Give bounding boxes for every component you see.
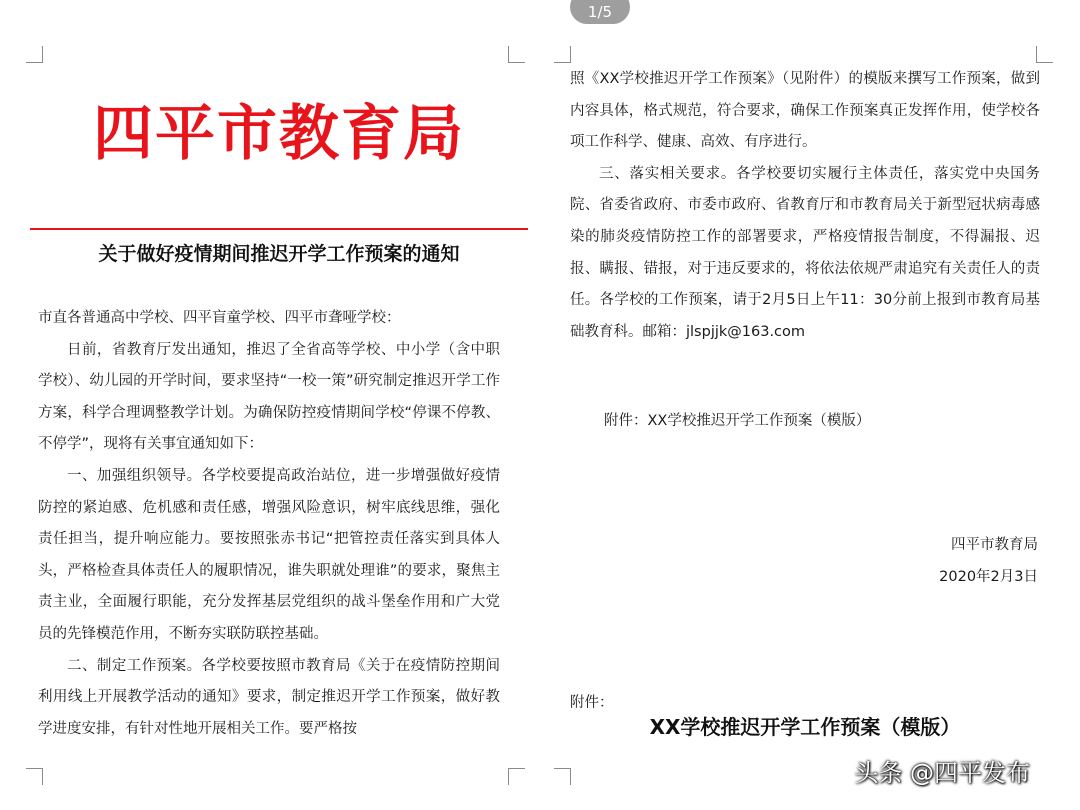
- body-paragraph: 三、落实相关要求。各学校要切实履行主体责任，落实党中央国务院、省委省政府、市委市政府、省教育厅和市教育局关于新型冠状病毒感染的肺炎疫情防控工作的部署要求，严格疫情报告制度，不得漏报、迟报、瞒报、错报，对于违反要求的，将依法依规严肃追究有关责任人的责任。各学校的工作预案，请于2月5日上午11：30分前上报到市教育局基础教育科。邮箱：jlspjjk@163.com: [570, 165, 1040, 340]
- body-paragraph: 日前，省教育厅发出通知，推迟了全省高等学校、中小学（含中职学校）、幼儿园的开学时间，要求坚持“一校一策”研究制定推迟开学工作方案，科学合理调整教学计划。为确保防控疫情期间学校“停课不停教、不停学”，现将有关事宜通知如下：: [38, 341, 500, 453]
- attachment-line: 附件：XX学校推迟开学工作预案（模版）: [604, 413, 871, 429]
- page-indicator: 1/5: [570, 0, 630, 24]
- body-paragraph: 一、加强组织领导。各学校要提高政治站位，进一步增强做好疫情防控的紧迫感、危机感和责任感，增强风险意识，树牢底线思维，强化责任担当，提升响应能力。要按照张赤书记“把管控责任落实到具体人头，严格检查具体责任人的履职情况，谁失职就处理谁”的要求，聚焦主责主业，全面履行职能，充分发挥基层党组织的战斗堡垒作用和广大党员的先锋模范作用，不断夯实联防联控基础。: [38, 467, 500, 642]
- crop-mark-bottom-left: [554, 768, 571, 785]
- crop-mark-top-right: [1036, 46, 1053, 63]
- red-header-rule: [30, 228, 528, 230]
- masthead: 四平市教育局: [93, 99, 465, 169]
- notice-title: 关于做好疫情期间推迟开学工作预案的通知: [98, 243, 460, 265]
- watermark: 头条 @四平发布: [854, 759, 1030, 787]
- crop-mark-top-left: [554, 46, 571, 63]
- crop-mark-top-left: [26, 46, 43, 63]
- crop-mark-bottom-right: [508, 768, 525, 785]
- template-title: XX学校推迟开学工作预案（模版）: [649, 715, 961, 739]
- issue-date: 2020年2月3日: [939, 569, 1038, 585]
- body-paragraph: 照《XX学校推迟开学工作预案》（见附件）的模版来撰写工作预案，做到内容具体，格式规范，符合要求，确保工作预案真正发挥作用，使学校各项工作科学、健康、高效、有序进行。: [570, 71, 1040, 151]
- left-body: [38, 303, 500, 745]
- right-body: [570, 64, 1040, 348]
- attachment-label: 附件：: [570, 695, 614, 711]
- crop-mark-bottom-left: [26, 768, 43, 785]
- addressee: 市直各普通高中学校、四平盲童学校、四平市聋哑学校：: [38, 310, 401, 326]
- document-page-right: [540, 0, 1080, 810]
- body-paragraph: 二、制定工作预案。各学校要按照市教育局《关于在疫情防控期间利用线上开展教学活动的通知》要求，制定推迟开学工作预案，做好教学进度安排，有针对性地开展相关工作。要严格按: [38, 657, 500, 737]
- crop-mark-top-right: [508, 46, 525, 63]
- issuer-name: 四平市教育局: [951, 537, 1038, 553]
